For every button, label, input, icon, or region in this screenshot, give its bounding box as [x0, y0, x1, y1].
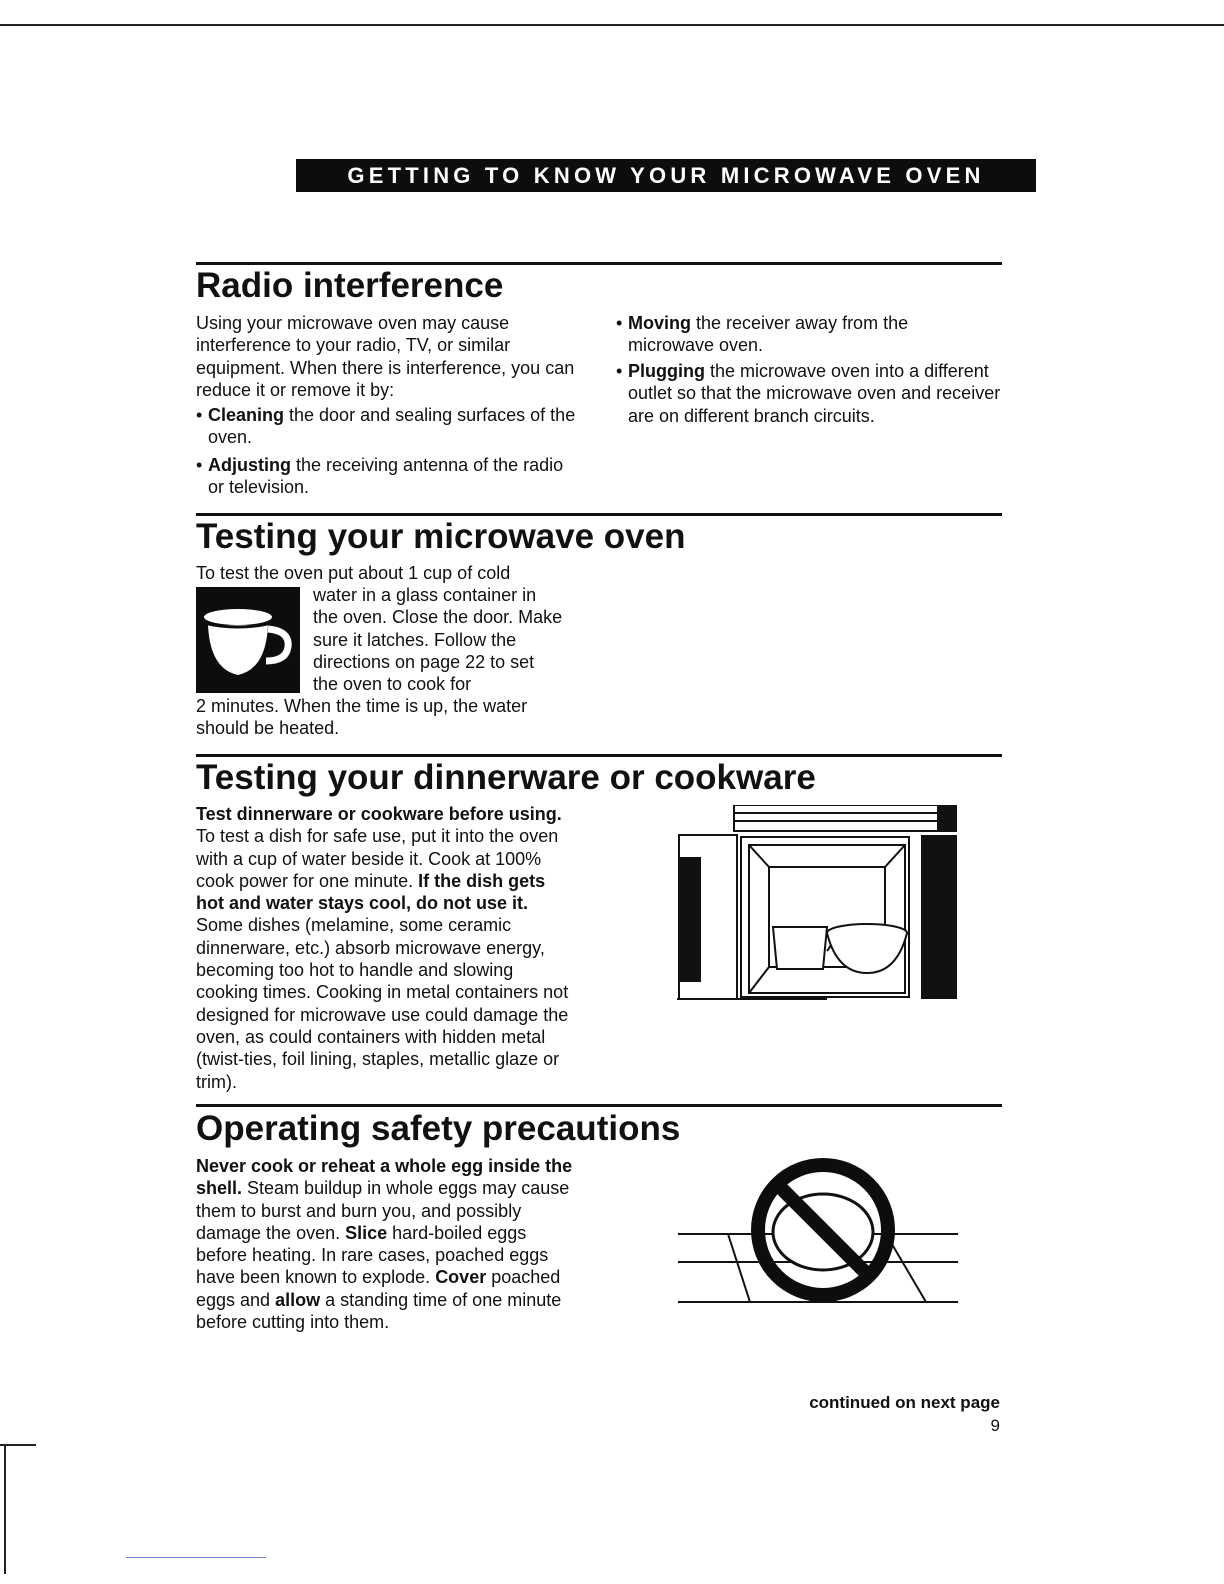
lead-bold: Test dinnerware or cookware before using. [196, 804, 562, 824]
top-rule [0, 24, 1224, 26]
page-number: 9 [990, 1416, 1000, 1435]
body-text: Some dishes (melamine, some ceramic dinnerware, etc.) absorb microwave energy, becoming too hot to handle and slowing cooking times. Cooking in metal containers not designed for microwave use could damage the oven, as could containers with hidden metal (twist-ties, foil lining, staples, metallic glaze or trim). [196, 915, 569, 1092]
bullet-dot: • [616, 361, 623, 381]
body-text: Steam buildup in whole eggs may cause them to burst and burn you, and possibly damage the oven. [196, 1178, 570, 1243]
item-bold: Cleaning [208, 405, 285, 425]
radio-intro: Using your microwave oven may cause interference to your radio, TV, or similar equipment. When there is interference, you can reduce it or remove it by: [196, 313, 575, 400]
body-text: poached eggs and [196, 1267, 561, 1310]
bottom-rule [126, 1557, 266, 1558]
allow-bold: allow [275, 1289, 321, 1310]
section-rule [196, 754, 1002, 757]
cover-bold: Cover [435, 1267, 487, 1288]
body-text: To test a dish for safe use, put it into the oven with a cup of water beside it. Cook at 100% cook power for one minute. [196, 826, 559, 891]
list-item [196, 454, 578, 499]
lead-bold: Never cook or reheat a whole egg inside the shell. [196, 1156, 573, 1199]
testing-oven-after: 2 minutes. When the time is up, the water should be heated. [196, 696, 528, 739]
bullet-dot: • [196, 405, 203, 425]
item-text: the microwave oven into a different outlet so that the microwave oven and receiver are on different branch circuits. [628, 361, 1001, 426]
body-text: a standing time of one minute before cutting into them. [196, 1289, 562, 1333]
item-text: the door and sealing surfaces of the oven. [208, 405, 576, 448]
item-text: the receiver away from the microwave oven. [628, 313, 909, 356]
testing-dinnerware-title: Testing your dinnerware or cookware [196, 758, 816, 797]
section-banner: GETTING TO KNOW YOUR MICROWAVE OVEN [296, 159, 1036, 192]
section-rule [196, 1104, 1002, 1107]
continued-note: continued on next page [809, 1393, 1000, 1412]
item-bold: Plugging [628, 361, 705, 381]
testing-dinnerware-body [196, 803, 576, 1093]
no-egg-icon [678, 1152, 958, 1312]
section-rule [196, 262, 1002, 265]
body-text: hard-boiled eggs before heating. In rare cases, poached eggs have been known to explode. [196, 1222, 549, 1288]
item-bold: Moving [628, 313, 691, 333]
safety-title: Operating safety precautions [196, 1109, 681, 1148]
list-item [616, 360, 1013, 427]
slice-bold: Slice [345, 1222, 388, 1243]
bullet-dot: • [616, 313, 623, 333]
testing-oven-wrap: water in a glass container in the oven. Close the door. Make sure it latches. Follow the directions on page 22 to set the oven to cook for [313, 585, 563, 695]
bullet-dot: • [196, 455, 203, 475]
microwave-oven-illustration [677, 805, 957, 1005]
list-item [196, 404, 588, 449]
measuring-cup-icon [196, 587, 300, 693]
item-text: the receiving antenna of the radio or television. [208, 455, 564, 498]
warning-bold: If the dish gets hot and water stays cool, do not use it. [196, 870, 546, 914]
safety-body [196, 1155, 581, 1333]
corner-mark [4, 1444, 6, 1574]
item-bold: Adjusting [208, 455, 291, 475]
testing-oven-title: Testing your microwave oven [196, 517, 686, 556]
section-rule [196, 513, 1002, 516]
list-item [616, 312, 968, 357]
testing-oven-line1: To test the oven put about 1 cup of cold [196, 563, 511, 583]
radio-title: Radio interference [196, 266, 504, 305]
